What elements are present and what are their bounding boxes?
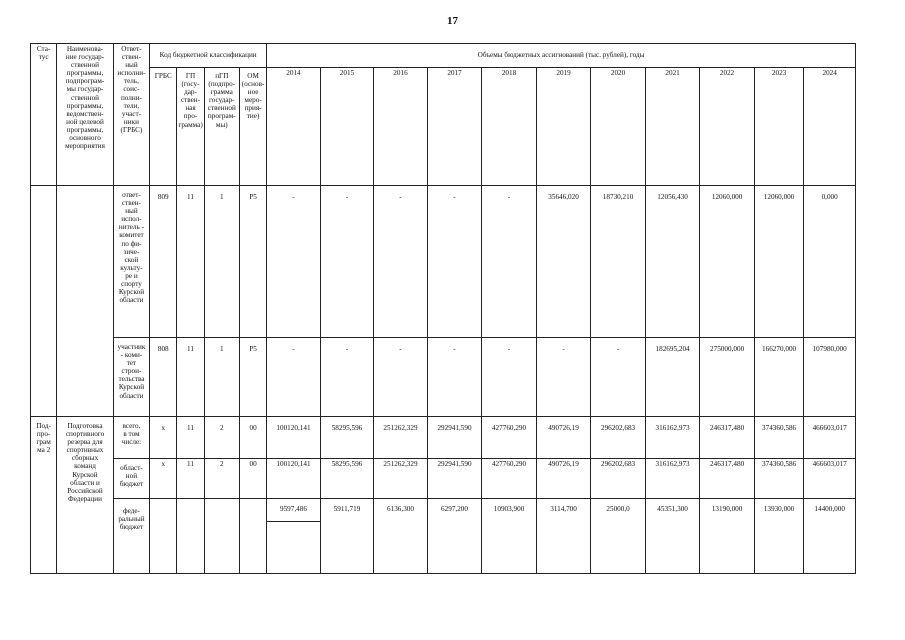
code-pgp — [204, 499, 239, 574]
value-2023: 374360,586 — [754, 459, 803, 499]
value-2014: 100120,141 — [267, 459, 321, 499]
code-gp: 11 — [177, 417, 204, 459]
value-2021: 182695,204 — [645, 338, 700, 417]
value-2014: - — [267, 338, 321, 417]
value-2017: - — [427, 186, 482, 338]
budget-table — [30, 43, 856, 574]
row-responsible: област- ной бюджет — [113, 459, 149, 499]
value-2017: 6297,200 — [427, 499, 482, 574]
code-gp: 11 — [177, 459, 204, 499]
value-2014 — [267, 499, 321, 574]
value-2015: - — [320, 338, 374, 417]
value-2022: 12060,000 — [700, 186, 755, 338]
header-status: Ста- тус — [31, 44, 57, 186]
table-row — [31, 338, 856, 417]
value-2014: - — [267, 186, 321, 338]
value-2024: 0,000 — [804, 186, 856, 338]
value-2018: 427760,290 — [482, 459, 537, 499]
header-code-group: Код бюджетной классификации — [150, 44, 267, 68]
table-row — [31, 499, 856, 574]
header-year-2021: 2021 — [645, 68, 700, 186]
row-responsible: феде- ральный бюджет — [113, 499, 149, 574]
value-2015: 58295,596 — [320, 417, 374, 459]
value-2016: 6136,300 — [374, 499, 428, 574]
value-2015: - — [320, 186, 374, 338]
value-2016: 251262,329 — [374, 417, 428, 459]
value-2018: - — [482, 338, 537, 417]
value-2016: - — [374, 338, 428, 417]
table-row — [31, 186, 856, 338]
header-row-2 — [31, 68, 856, 186]
code-gp — [177, 499, 204, 574]
header-responsible: Ответ- ствен- ный исполни- тель, соис- полни- тели, участ- ники (ГРБС) — [113, 44, 149, 186]
value-2022: 13190,000 — [700, 499, 755, 574]
value-2018: 10903,900 — [482, 499, 537, 574]
page-number: 17 — [447, 15, 458, 27]
value-2020: 25000,0 — [591, 499, 646, 574]
value-2024: 466603,017 — [804, 417, 856, 459]
value-2023: 13930,000 — [754, 499, 803, 574]
code-pgp: 2 — [204, 459, 239, 499]
value-2024: 14400,000 — [804, 499, 856, 574]
table-row — [31, 417, 856, 459]
code-grbs: 808 — [150, 338, 177, 417]
code-grbs — [150, 499, 177, 574]
code-om: Р5 — [239, 338, 266, 417]
header-name: Наименова- ние государ- ственной программы, подпрограм- мы государ- ственной программы, ведомствен- ной целевой программы, основного мероприятия — [57, 44, 114, 186]
code-grbs: х — [150, 417, 177, 459]
code-om: Р5 — [239, 186, 266, 338]
row-name — [57, 186, 114, 417]
header-code-om: ОМ (основ- ное меро- прия- тие) — [239, 68, 266, 186]
value-2015: 58295,596 — [320, 459, 374, 499]
value-2020: 296202,683 — [591, 417, 646, 459]
value-2020: 296202,683 — [591, 459, 646, 499]
header-volumes-group: Объемы бюджетных ассигнований (тыс. рублей), годы — [267, 44, 856, 68]
table-row — [31, 459, 856, 499]
header-row-1 — [31, 44, 856, 68]
value-2016: 251262,329 — [374, 459, 428, 499]
code-pgp: 1 — [204, 338, 239, 417]
value-2014-text: 9597,486 — [279, 505, 307, 513]
value-2022: 275000,000 — [700, 338, 755, 417]
value-2019: 490726,19 — [536, 417, 591, 459]
value-2019: 3114,700 — [536, 499, 591, 574]
value-2020: 18730,210 — [591, 186, 646, 338]
value-2022: 246317,480 — [700, 459, 755, 499]
code-gp: 11 — [177, 186, 204, 338]
value-2018: - — [482, 186, 537, 338]
header-year-2022: 2022 — [700, 68, 755, 186]
row-status: Под- про- грам ма 2 — [31, 417, 57, 574]
code-pgp: 2 — [204, 417, 239, 459]
header-year-2020: 2020 — [591, 68, 646, 186]
header-year-2018: 2018 — [482, 68, 537, 186]
value-2017: - — [427, 338, 482, 417]
header-code-pgp: пГП (подпро- грамма государ- ственной програм- мы) — [204, 68, 239, 186]
header-year-2019: 2019 — [536, 68, 591, 186]
header-code-gp: ГП (госу- дар- ствен- ная про- грамма) — [177, 68, 204, 186]
header-code-grbs: ГРБС — [150, 68, 177, 186]
value-2020: - — [591, 338, 646, 417]
code-grbs: х — [150, 459, 177, 499]
value-2021: 12056,430 — [645, 186, 700, 338]
value-2017: 292941,590 — [427, 417, 482, 459]
value-2016: - — [374, 186, 428, 338]
value-2014: 100120,141 — [267, 417, 321, 459]
value-2023: 374360,586 — [754, 417, 803, 459]
header-year-2016: 2016 — [374, 68, 428, 186]
header-year-2024: 2024 — [804, 68, 856, 186]
value-2021: 316162,973 — [645, 417, 700, 459]
sub-cell-divider — [267, 521, 320, 562]
value-2019: - — [536, 338, 591, 417]
value-2021: 45351,300 — [645, 499, 700, 574]
code-gp: 11 — [177, 338, 204, 417]
row-responsible: всего, в том числе: — [113, 417, 149, 459]
row-responsible: участник - коми- тет строи- тельства Курской области — [113, 338, 149, 417]
value-2021: 316162,973 — [645, 459, 700, 499]
code-pgp: 1 — [204, 186, 239, 338]
value-2023: 12060,000 — [754, 186, 803, 338]
value-2024: 466603,017 — [804, 459, 856, 499]
row-name: Подготовка спортивного резерва для спортивных сборных команд Курской области и Российской Федерации — [57, 417, 114, 574]
value-2023: 166270,000 — [754, 338, 803, 417]
header-year-2015: 2015 — [320, 68, 374, 186]
value-2017: 292941,590 — [427, 459, 482, 499]
code-om — [239, 499, 266, 574]
header-year-2023: 2023 — [754, 68, 803, 186]
value-2024: 107980,000 — [804, 338, 856, 417]
row-responsible: ответ- ствен- ный испол- нитель - комитет по фи- зиче- ской культу- ре и спорту Курской области — [113, 186, 149, 338]
row-status — [31, 186, 57, 417]
value-2019: 35646,020 — [536, 186, 591, 338]
value-2015: 5911,719 — [320, 499, 374, 574]
value-2018: 427760,290 — [482, 417, 537, 459]
code-om: 00 — [239, 459, 266, 499]
value-2019: 490726,19 — [536, 459, 591, 499]
header-year-2017: 2017 — [427, 68, 482, 186]
code-om: 00 — [239, 417, 266, 459]
value-2022: 246317,480 — [700, 417, 755, 459]
code-grbs: 809 — [150, 186, 177, 338]
header-year-2014: 2014 — [267, 68, 321, 186]
